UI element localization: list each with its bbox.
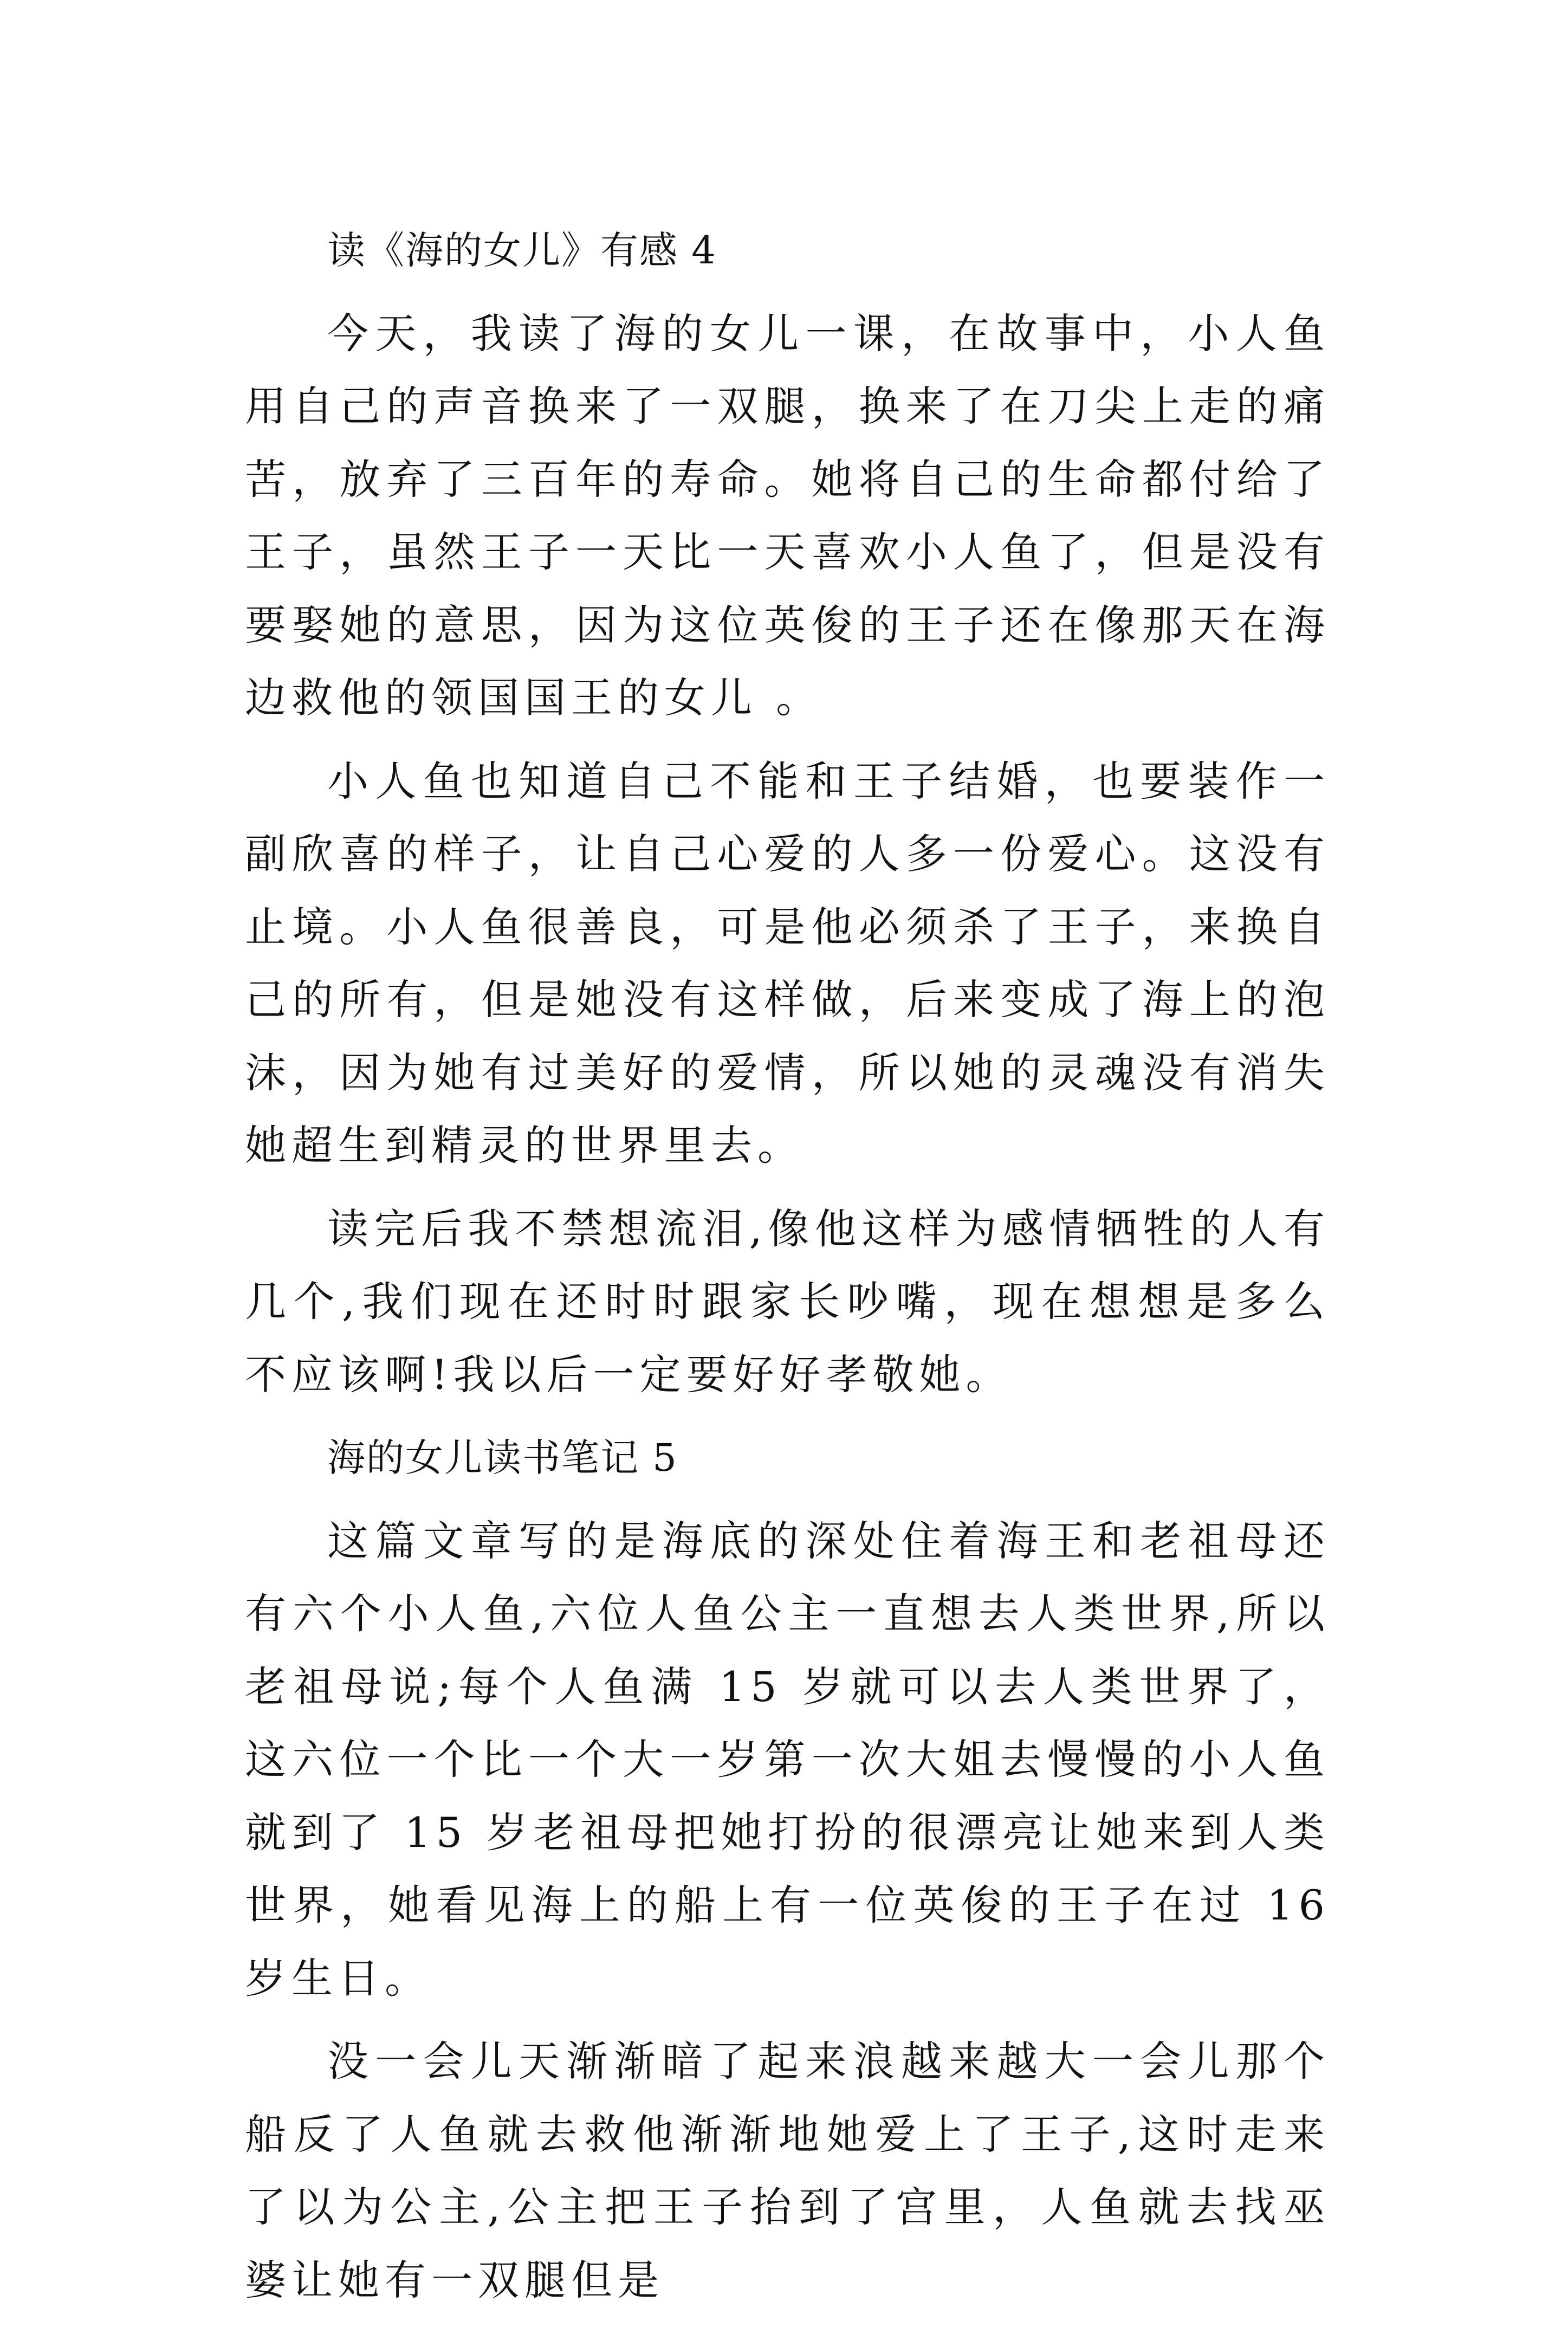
document-body	[245, 214, 1330, 2327]
paragraph-4: 这篇文章写的是海底的深处住着海王和老祖母还有六个小人鱼,六位人鱼公主一直想去人类世界,所以老祖母说;每个人鱼满 15 岁就可以去人类世界了，这六位一个比一个大一岁第一次大姐去慢慢的小人鱼就到了 15 岁老祖母把她打扮的很漂亮让她来到人类世界，她看见海上的船上有一位英俊的王子在过 16 岁生日。	[245, 1516, 1330, 2002]
paragraph-2: 小人鱼也知道自己不能和王子结婚，也要装作一副欣喜的样子，让自己心爱的人多一份爱心。这没有止境。小人鱼很善良，可是他必须杀了王子，来换自己的所有，但是她没有这样做，后来变成了海上的泡沫，因为她有过美好的爱情，所以她的灵魂没有消失她超生到精灵的世界里去。	[245, 757, 1330, 1169]
paragraph-5: 没一会儿天渐渐暗了起来浪越来越大一会儿那个船反了人鱼就去救他渐渐地她爱上了王子,这时走来了以为公主,公主把王子抬到了宫里，人鱼就去找巫婆让她有一双腿但是	[245, 2037, 1330, 2304]
paragraph-3: 读完后我不禁想流泪,像他这样为感情牺牲的人有几个,我们现在还时时跟家长吵嘴，现在想想是多么不应该啊!我以后一定要好好孝敬她。	[245, 1204, 1330, 1399]
section-heading-2: 海的女儿读书笔记 5	[327, 1436, 678, 1480]
section-heading-1: 读《海的女儿》有感 4	[327, 228, 717, 273]
paragraph-1: 今天，我读了海的女儿一课，在故事中，小人鱼用自己的声音换来了一双腿，换来了在刀尖上走的痛苦，放弃了三百年的寿命。她将自己的生命都付给了王子，虽然王子一天比一天喜欢小人鱼了，但是没有要娶她的意思，因为这位英俊的王子还在像那天在海边救他的领国国王的女儿 。	[245, 309, 1330, 722]
